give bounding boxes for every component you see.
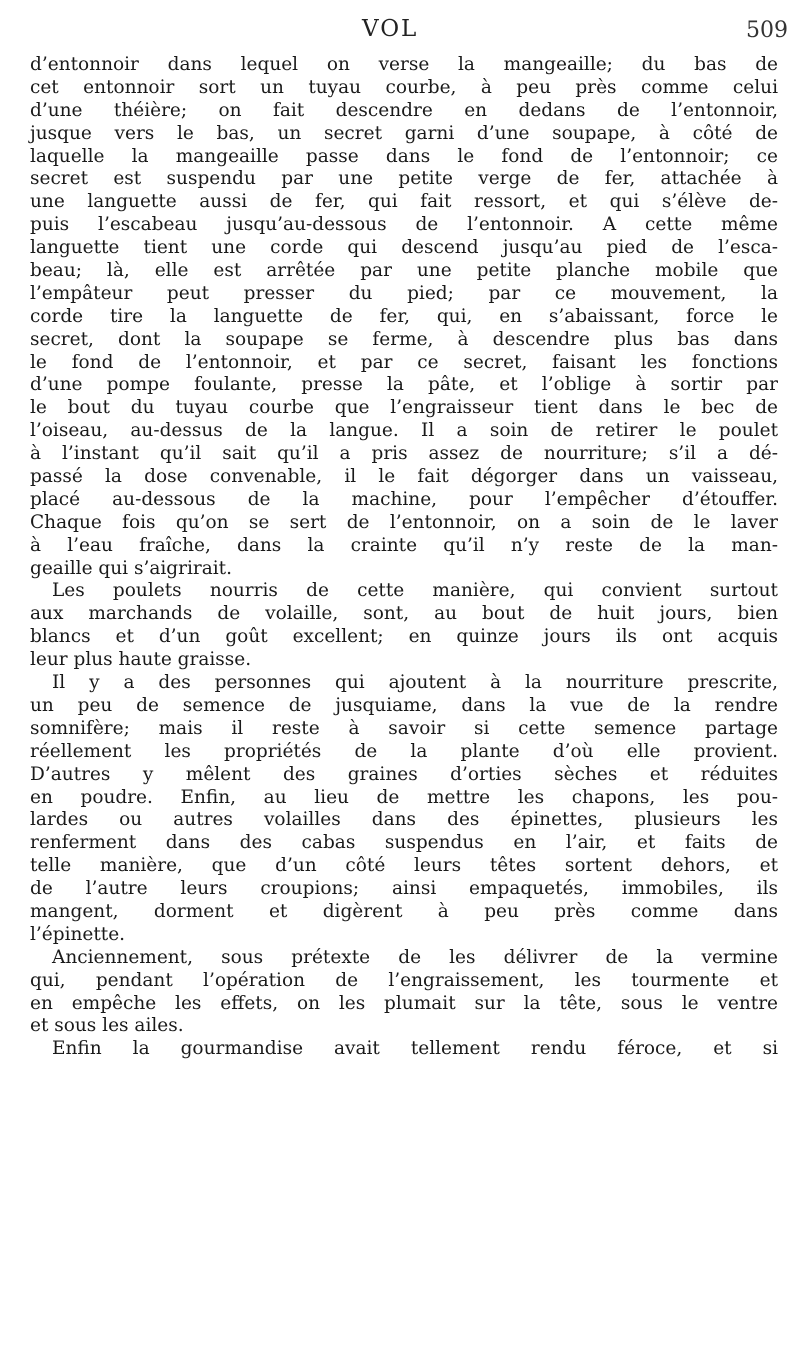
text-line: l’oiseau, au-dessus de la langue. Il a soin de retirer le poulet: [30, 420, 778, 442]
text-line: qui, pendant l’opération de l’engraissement, les tourmente et: [30, 969, 778, 991]
text-line: en poudre. Enfin, au lieu de mettre les chapons, les pou-: [30, 786, 778, 808]
text-line: le fond de l’entonnoir, et par ce secret, faisant les fonctions: [30, 351, 778, 373]
text-line-paragraph-end: l’épinette.: [30, 923, 126, 945]
text-line: d’une théière; on fait descendre en dedans de l’entonnoir,: [30, 99, 778, 121]
text-line: somnifère; mais il reste à savoir si cette semence partage: [30, 717, 778, 739]
text-line: en empêche les effets, on les plumait sur la tête, sous le ventre: [30, 992, 778, 1014]
text-line: secret, dont la soupape se ferme, à descendre plus bas dans: [30, 328, 778, 350]
text-line: Chaque fois qu’on se sert de l’entonnoir, on a soin de le laver: [30, 511, 778, 533]
text-line: blancs et d’un goût excellent; en quinze jours ils ont acquis: [30, 626, 778, 648]
text-line-paragraph-start: Il y a des personnes qui ajoutent à la nourriture prescrite,: [52, 672, 778, 694]
text-line: l’empâteur peut presser du pied; par ce mouvement, la: [30, 282, 778, 304]
text-line: un peu de semence de jusquiame, dans la vue de la rendre: [30, 694, 778, 716]
text-line: lardes ou autres volailles dans des épinettes, plusieurs les: [30, 809, 778, 831]
text-line-paragraph-end: leur plus haute graisse.: [30, 649, 252, 671]
running-head-title: VOL: [362, 16, 419, 42]
text-line: à l’eau fraîche, dans la crainte qu’il n’y reste de la man-: [30, 534, 778, 556]
text-line-paragraph-end: geaille qui s’aigrirait.: [30, 557, 232, 579]
text-line: le bout du tuyau courbe que l’engraisseur tient dans le bec de: [30, 397, 778, 419]
text-line: mangent, dorment et digèrent à peu près comme dans: [30, 900, 778, 922]
text-line: beau; là, elle est arrêtée par une petite planche mobile que: [30, 260, 778, 282]
text-line: passé la dose convenable, il le fait dégorger dans un vaisseau,: [30, 466, 778, 488]
text-line: à l’instant qu’il sait qu’il a pris assez de nourriture; s’il a dé-: [30, 443, 778, 465]
text-line: telle manière, que d’un côté leurs têtes sortent dehors, et: [30, 855, 778, 877]
text-line: jusque vers le bas, un secret garni d’une soupape, à côté de: [30, 122, 778, 144]
text-line-paragraph-end: et sous les ailes.: [30, 1015, 184, 1037]
text-line-paragraph-start: Enfin la gourmandise avait tellement rendu féroce, et si: [52, 1038, 778, 1060]
text-line: puis l’escabeau jusqu’au-dessous de l’entonnoir. A cette même: [30, 214, 778, 236]
text-body: [30, 54, 778, 1061]
text-line: secret est suspendu par une petite verge de fer, attachée à: [30, 168, 778, 190]
text-line-paragraph-start: Les poulets nourris de cette manière, qui convient surtout: [52, 580, 778, 602]
text-line: renferment dans des cabas suspendus en l’air, et faits de: [30, 832, 778, 854]
text-line: aux marchands de volaille, sont, au bout de huit jours, bien: [30, 603, 778, 625]
text-line: corde tire la languette de fer, qui, en s’abaissant, force le: [30, 305, 778, 327]
text-line: laquelle la mangeaille passe dans le fond de l’entonnoir; ce: [30, 145, 778, 167]
text-line: d’entonnoir dans lequel on verse la mangeaille; du bas de: [30, 54, 778, 75]
page-number: 509: [746, 18, 788, 43]
text-line: cet entonnoir sort un tuyau courbe, à peu près comme celui: [30, 76, 778, 98]
text-line: languette tient une corde qui descend jusqu’au pied de l’esca-: [30, 237, 778, 259]
text-line: placé au-dessous de la machine, pour l’empêcher d’étouffer.: [30, 488, 778, 510]
text-line: réellement les propriétés de la plante d’où elle provient.: [30, 740, 778, 762]
running-head: [0, 16, 800, 46]
text-line-paragraph-start: Anciennement, sous prétexte de les délivrer de la vermine: [52, 946, 778, 968]
text-line: D’autres y mêlent des graines d’orties sèches et réduites: [30, 763, 778, 785]
text-line: une languette aussi de fer, qui fait ressort, et qui s’élève de-: [30, 191, 778, 213]
text-line: de l’autre leurs croupions; ainsi empaquetés, immobiles, ils: [30, 878, 778, 900]
text-line: d’une pompe foulante, presse la pâte, et l’oblige à sortir par: [30, 374, 778, 396]
